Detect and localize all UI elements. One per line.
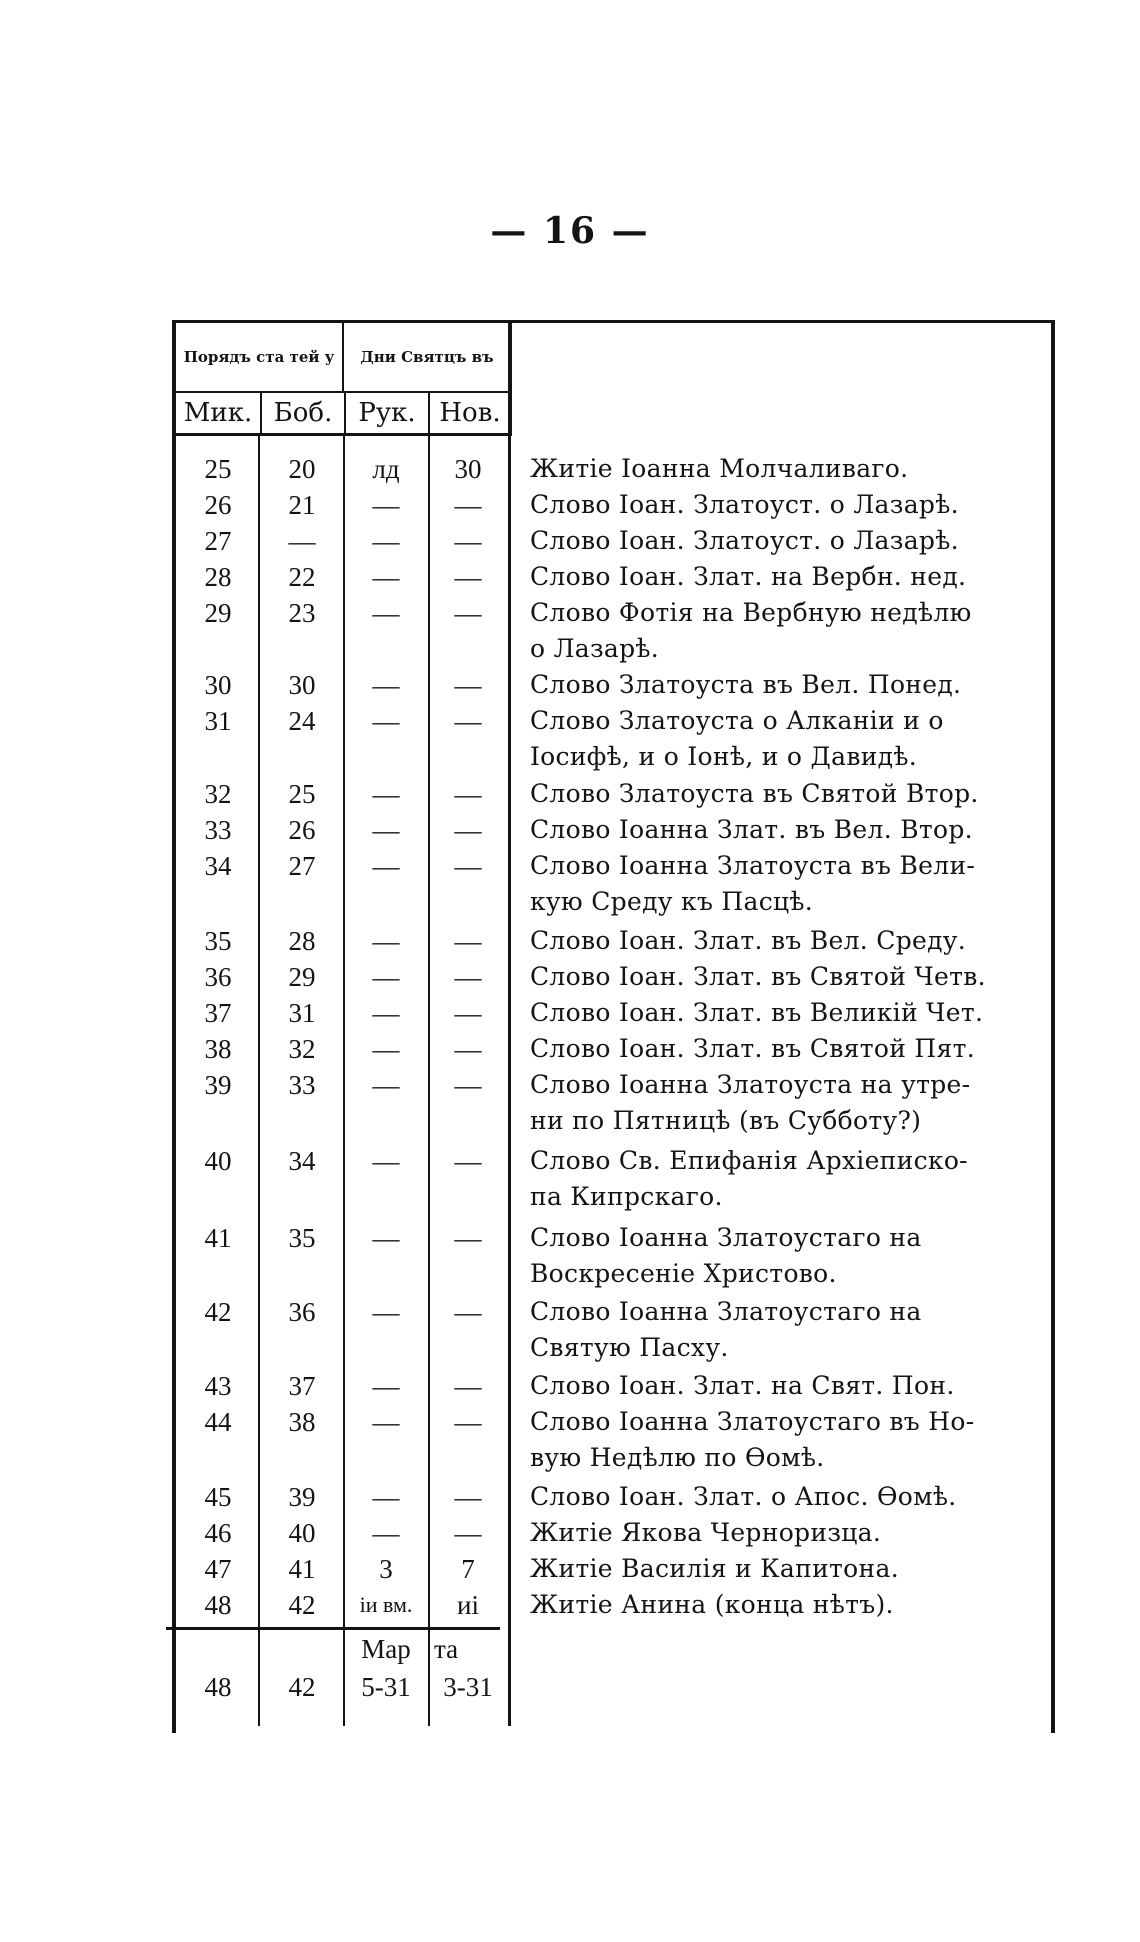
- cell-title-continued: кую Среду къ Пасцѣ.: [530, 887, 814, 916]
- cell-nov: иі: [457, 1590, 479, 1620]
- cell-nov: —: [454, 562, 482, 592]
- table-row: [176, 523, 1036, 559]
- cell-bob: 21: [288, 490, 316, 520]
- cell-nov: —: [454, 926, 482, 956]
- cell-nov: —: [454, 998, 482, 1028]
- cell-title: Слово Іоан. Злат. въ Вел. Среду.: [530, 926, 967, 955]
- cell-bob: 33: [288, 1070, 316, 1100]
- table-row: [176, 1294, 1036, 1366]
- cell-title-continued: па Кипрскаго.: [530, 1182, 723, 1211]
- cell-mik: 35: [204, 926, 232, 956]
- cell-nov: —: [454, 1482, 482, 1512]
- cell-title: Слово Златоуста въ Вел. Понед.: [530, 670, 962, 699]
- cell-bob: 30: [288, 670, 316, 700]
- table-header-groups: [176, 323, 512, 393]
- cell-title: Слово Іоан. Злат. въ Святой Пят.: [530, 1034, 975, 1063]
- cell-mik: 36: [204, 962, 232, 992]
- cell-ruk: —: [372, 998, 400, 1028]
- cell-ruk: —: [372, 851, 400, 881]
- cell-ruk: —: [372, 670, 400, 700]
- cell-ruk: —: [372, 1407, 400, 1437]
- cell-bob: 27: [288, 851, 316, 881]
- cell-mik: 39: [204, 1070, 232, 1100]
- cell-title: Слово Іоанна Златоустаго на: [530, 1223, 922, 1252]
- cell-bob: 25: [288, 779, 316, 809]
- table-header-columns: [176, 393, 512, 436]
- cell-nov: —: [454, 779, 482, 809]
- cell-title: Слово Іоан. Злат. на Вербн. нед.: [530, 562, 967, 591]
- table-row: [176, 487, 1036, 523]
- cell-bob: 23: [288, 598, 316, 628]
- table-row: [176, 1031, 1036, 1067]
- cell-mik: 47: [204, 1554, 232, 1584]
- cell-nov: —: [454, 1223, 482, 1253]
- cell-title: Слово Іоан. Златоуст. о Лазарѣ.: [530, 526, 959, 555]
- totals-mik: 48: [204, 1672, 232, 1702]
- table-row: [176, 1143, 1036, 1215]
- header-group-days: Дни Святцъ въ: [360, 348, 494, 366]
- cell-title: Слово Златоуста въ Святой Втор.: [530, 779, 979, 808]
- cell-mik: 40: [204, 1146, 232, 1176]
- table-row: [176, 667, 1036, 703]
- cell-mik: 26: [204, 490, 232, 520]
- cell-ruk: —: [372, 562, 400, 592]
- totals-separator: [166, 1627, 500, 1630]
- cell-bob: —: [288, 526, 316, 556]
- table-row: [176, 1515, 1036, 1551]
- cell-mik: 45: [204, 1482, 232, 1512]
- table-row: [176, 995, 1036, 1031]
- cell-bob: 42: [288, 1590, 316, 1620]
- cell-ruk: —: [372, 1070, 400, 1100]
- cell-nov: —: [454, 706, 482, 736]
- cell-ruk: іи вм.: [359, 1592, 413, 1617]
- cell-title: Слово Іоанна Златоустаго на: [530, 1297, 922, 1326]
- cell-mik: 44: [204, 1407, 232, 1437]
- cell-bob: 39: [288, 1482, 316, 1512]
- cell-mik: 37: [204, 998, 232, 1028]
- cell-ruk: —: [372, 526, 400, 556]
- table-row: [176, 1368, 1036, 1404]
- cell-bob: 35: [288, 1223, 316, 1253]
- cell-nov: —: [454, 1297, 482, 1327]
- cell-ruk: —: [372, 706, 400, 736]
- cell-mik: 34: [204, 851, 232, 881]
- cell-mik: 32: [204, 779, 232, 809]
- cell-mik: 48: [204, 1590, 232, 1620]
- cell-ruk: —: [372, 1223, 400, 1253]
- totals-month-row: [176, 1634, 510, 1670]
- cell-mik: 46: [204, 1518, 232, 1548]
- cell-nov: —: [454, 1371, 482, 1401]
- cell-bob: 20: [288, 454, 316, 484]
- cell-nov: —: [454, 598, 482, 628]
- table-row: [176, 1067, 1036, 1139]
- table-row: [176, 1551, 1036, 1587]
- table-row: [176, 559, 1036, 595]
- cell-nov: —: [454, 1070, 482, 1100]
- header-col-bob: Боб.: [262, 393, 346, 433]
- table-row: [176, 451, 1036, 487]
- cell-mik: 33: [204, 815, 232, 845]
- cell-title: Слово Іоан. Злат. въ Великій Чет.: [530, 998, 984, 1027]
- cell-nov: —: [454, 1518, 482, 1548]
- cell-nov: 7: [461, 1554, 475, 1584]
- cell-mik: 38: [204, 1034, 232, 1064]
- table-row: [176, 923, 1036, 959]
- cell-ruk: —: [372, 1482, 400, 1512]
- cell-nov: —: [454, 815, 482, 845]
- cell-title-continued: Воскресеніе Христово.: [530, 1259, 837, 1288]
- totals-month-part1: Мар: [361, 1634, 411, 1664]
- table-row: [176, 812, 1036, 848]
- cell-bob: 28: [288, 926, 316, 956]
- cell-ruk: —: [372, 490, 400, 520]
- cell-mik: 41: [204, 1223, 232, 1253]
- cell-nov: 30: [454, 454, 482, 484]
- cell-ruk: лд: [372, 454, 400, 484]
- cell-bob: 32: [288, 1034, 316, 1064]
- table-row: [176, 1587, 1036, 1623]
- cell-nov: —: [454, 526, 482, 556]
- cell-title: Житіе Якова Черноризца.: [530, 1518, 882, 1547]
- totals-ruk: 5-31: [361, 1672, 411, 1702]
- table-row: [176, 1479, 1036, 1515]
- cell-title: Слово Іоан. Златоуст. о Лазарѣ.: [530, 490, 959, 519]
- cell-ruk: —: [372, 1146, 400, 1176]
- cell-nov: —: [454, 1407, 482, 1437]
- table-row: [176, 776, 1036, 812]
- cell-bob: 29: [288, 962, 316, 992]
- cell-mik: 25: [204, 454, 232, 484]
- cell-ruk: —: [372, 598, 400, 628]
- cell-mik: 31: [204, 706, 232, 736]
- cell-bob: 41: [288, 1554, 316, 1584]
- cell-nov: —: [454, 670, 482, 700]
- header-col-nov: Нов.: [439, 398, 501, 428]
- cell-mik: 30: [204, 670, 232, 700]
- cell-bob: 38: [288, 1407, 316, 1437]
- cell-ruk: —: [372, 815, 400, 845]
- cell-mik: 43: [204, 1371, 232, 1401]
- table-row: [176, 959, 1036, 995]
- cell-title: Слово Іоан. Злат. въ Святой Четв.: [530, 962, 986, 991]
- cell-ruk: —: [372, 779, 400, 809]
- cell-title: Житіе Анина (конца нѣтъ).: [530, 1590, 894, 1619]
- cell-bob: 36: [288, 1297, 316, 1327]
- cell-title-continued: Іосифѣ, и о Іонѣ, и о Давидѣ.: [530, 742, 917, 771]
- totals-row: [176, 1672, 510, 1708]
- table-row: [176, 703, 1036, 775]
- cell-bob: 37: [288, 1371, 316, 1401]
- cell-bob: 26: [288, 815, 316, 845]
- cell-nov: —: [454, 490, 482, 520]
- header-group-order: Порядъ ста тей у: [176, 323, 344, 391]
- cell-ruk: —: [372, 926, 400, 956]
- cell-title-continued: вую Недѣлю по Ѳомѣ.: [530, 1443, 825, 1472]
- cell-ruk: —: [372, 962, 400, 992]
- cell-title: Слово Фотія на Вербную недѣлю: [530, 598, 972, 627]
- cell-nov: —: [454, 1146, 482, 1176]
- cell-bob: 22: [288, 562, 316, 592]
- cell-nov: —: [454, 1034, 482, 1064]
- cell-bob: 24: [288, 706, 316, 736]
- totals-bob: 42: [288, 1672, 316, 1702]
- cell-ruk: —: [372, 1034, 400, 1064]
- cell-title: Слово Іоан. Злат. о Апос. Ѳомѣ.: [530, 1482, 957, 1511]
- cell-title: Житіе Василія и Капитона.: [530, 1554, 899, 1583]
- cell-bob: 40: [288, 1518, 316, 1548]
- cell-ruk: —: [372, 1371, 400, 1401]
- header-col-ruk: Рук.: [346, 393, 430, 433]
- cell-title: Слово Св. Епифанія Архіеписко-: [530, 1146, 968, 1175]
- cell-title: Слово Іоанна Златоуста на утре-: [530, 1070, 971, 1099]
- totals-month-part2: та: [434, 1634, 459, 1664]
- cell-title: Слово Златоуста о Алканіи и о: [530, 706, 944, 735]
- cell-mik: 27: [204, 526, 232, 556]
- cell-bob: 34: [288, 1146, 316, 1176]
- table-row: [176, 848, 1036, 920]
- cell-title: Слово Іоанна Златоуста въ Вели-: [530, 851, 976, 880]
- cell-mik: 28: [204, 562, 232, 592]
- page-number: — 16 —: [490, 210, 650, 252]
- header-col-mik: Мик.: [176, 393, 262, 433]
- cell-ruk: —: [372, 1518, 400, 1548]
- table-row: [176, 1220, 1036, 1292]
- cell-title-continued: о Лазарѣ.: [530, 634, 660, 663]
- cell-nov: —: [454, 962, 482, 992]
- cell-title-continued: Святую Пасху.: [530, 1333, 729, 1362]
- cell-title: Житіе Іоанна Молчаливаго.: [530, 454, 909, 483]
- cell-ruk: —: [372, 1297, 400, 1327]
- totals-nov: 3-31: [443, 1672, 493, 1702]
- cell-title-continued: ни по Пятницѣ (въ Субботу?): [530, 1106, 922, 1135]
- table-row: [176, 595, 1036, 667]
- cell-bob: 31: [288, 998, 316, 1028]
- cell-ruk: 3: [379, 1554, 393, 1584]
- cell-title: Слово Іоан. Злат. на Свят. Пон.: [530, 1371, 955, 1400]
- cell-mik: 42: [204, 1297, 232, 1327]
- cell-mik: 29: [204, 598, 232, 628]
- cell-nov: —: [454, 851, 482, 881]
- cell-title: Слово Іоанна Злат. въ Вел. Втор.: [530, 815, 973, 844]
- cell-title: Слово Іоанна Златоустаго въ Но-: [530, 1407, 975, 1436]
- table-row: [176, 1404, 1036, 1476]
